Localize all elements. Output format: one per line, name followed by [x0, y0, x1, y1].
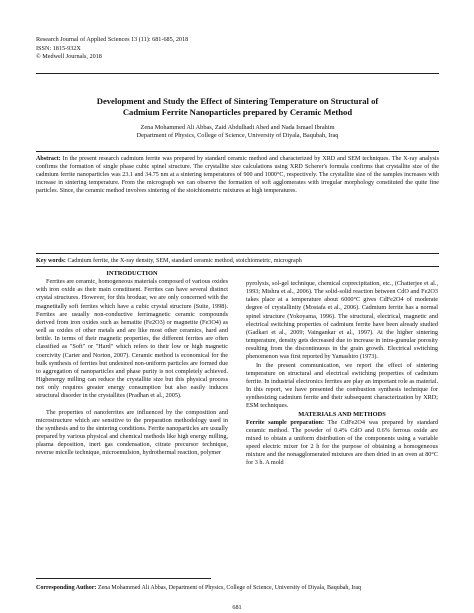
footnote-rule	[36, 578, 211, 579]
intro-paragraph-4: In the present communication, we report the effect of sintering temperature on structural and electrical switching properties of cadmium ferrite. In industrial electronics ferrites are play an important role as material. In this report, we have presented the combustion synthesis technique for synthesizing cadmium ferrite and their subsequent characterization by XRD; ESM techniques.	[246, 361, 438, 410]
abstract-text: In the present research cadmium ferrite was prepared by standard ceramic method and characterized by XRD and SEM techniques. The X-ray analysis confirms the formation of single phase cubic spinel structure. The crystallite size calculations using XRD Scherer's formula confirms that crystallite size of the cadmium ferrite nanoparticles was 23.1 and 34.75 nm at a sintering temperatures of 900 and 1000°C, respectively. The crystallite size of the samples increases with increase in sintering temperature. From the micrograph we can observe the formation of soft agglomerates with irregular morphology constituted the quite fine particles. Since, the ceramic method involves sintering of the stoichiometric mixtures at high temperatures.	[36, 156, 439, 194]
keywords-label: Key words:	[36, 258, 66, 264]
header-rule	[36, 73, 439, 74]
abstract-top-rule	[36, 151, 439, 152]
paper-title	[36, 96, 439, 118]
right-column	[246, 280, 438, 468]
abstract-bottom-rule	[36, 253, 439, 254]
keywords-rule	[36, 266, 439, 267]
intro-paragraph-3: pyrolysis, sol-gel technique, chemical coprecipitation, etc., (Chatterjee et al., 1993; Mishra et al., 2006). The solid-solid reaction between CdO and Fe2O3 takes place at a temperature about 6000°C gives CdFe2O4 of moderate degree of crystallinity (Mostafa et al., 2006). Cadmium ferrite has a normal spinel structure (Yokoyama, 1996). The structural, electrical, magnetic and electrical switching properties of cadmium ferrite have been already studied (Gadkari et al., 2009; Vaingankar et al., 1997). At the higher sintering temperature, density gets decreased due to increase in intra-granular porosity resulting from the discontinuous in the grain growth. Electrical switching phenomenon was first reported by Yamashiro (1973).	[246, 280, 438, 361]
corresponding-label: Corresponding Author:	[36, 585, 97, 591]
abstract-label: Abstract:	[36, 156, 61, 162]
abstract	[36, 155, 439, 195]
journal-header	[36, 36, 188, 62]
page-number: 681	[232, 604, 242, 611]
introduction-heading: INTRODUCTION	[106, 270, 158, 277]
corresponding-text: Zena Mohammed Ali Abbas, Department of Physics, College of Science, University of Diyala, Baqubah, Iraq	[97, 585, 362, 591]
keywords-text: Cadmium ferrite, the X-ray density, SEM, standard ceramic method, stoichiometric, micrograph	[67, 258, 302, 264]
journal-copyright: © Medwell Journals, 2018	[36, 53, 102, 61]
intro-paragraph-1: Ferrites are ceramic, homogeneous materials composed of various oxides with iron oxide as their main constituent. Ferrites can have several distinct crystal structures. However, for this broduar, we are only concerned with the magnetitally soft ferrites which have a cubic crystal structure (Suite, 1998). Ferrites are usually non-conductive ferrimagnetic ceramic compounds derived from iron oxides such as hematite (Fe2O3) or magnetite (Fe3O4) as well as oxides of other metals and are like most other ceramics, hard and brittle. In terms of their magnetic properties, the different ferrites are often classified as "Soft" or "Hard" which refers to their low or high magnetic coercivity (Carter and Norton, 2007). Ceramic method is economical for the bulk synthesis of ferrites but undesired non-uniform particles are formed due to aggregation of nanoparticles and phase purity is not completely achieved. Highenergy milling can reduce the crystallite size but this physical process not only requires greater energy consumption but also easily induces structural disorder in the crystallites (Pradhan et al., 2005).	[36, 278, 228, 400]
intro-paragraph-2: The properties of nanoferrites are influenced by the composition and microstructure which are sensitive to the preparation methodology used in the synthesis and to the sintering conditions. Ferrite nanoparticles are usually prepared by various physical and chemical methods like high energy milling, plasma deposition, inert gas condensation, citrate precursor technique, reverse micelle technique, microemulsion, hydrothermal reaction, polymer	[36, 408, 228, 457]
title-line-2: Cadmium Ferrite Nanoparticles prepared by Ceramic Method	[122, 107, 353, 117]
left-column	[36, 270, 228, 457]
journal-issn: ISSN: 1815-932X	[36, 44, 81, 52]
sample-prep-text: The CdFe2O4 was prepared by standard ceramic method. The powder of 0.4% CdO and 0.6% ferrous oxide are mixed to obtain a uniform distribution of the components using a variable speed electric mixer for 2 h for the purpose of obtaining a homogeneous mixture and the nonagglomerated mixtures are then dried in an oven at 80°C for 3 h. A mold	[246, 418, 438, 467]
journal-citation: Research Journal of Applied Sciences 13 (11): 681-685, 2018	[36, 36, 189, 43]
materials-heading: MATERIALS AND METHODS	[298, 410, 386, 418]
corresponding-author	[36, 584, 439, 592]
author-block	[36, 124, 439, 141]
author-affiliation: Department of Physics, College of Science, University of Diyala, Baqubah, Iraq	[136, 132, 339, 140]
title-line-1: Development and Study the Effect of Sintering Temperature on Structural of	[96, 96, 379, 106]
author-names: Zena Mohammed Ali Abbas, Zaid Abdulhadi Abed and Nada Ismael Ibrahim	[140, 124, 335, 131]
sample-prep-label: Ferrite sample preparation:	[246, 418, 325, 426]
keywords	[36, 257, 439, 265]
sample-prep-paragraph	[246, 419, 438, 468]
